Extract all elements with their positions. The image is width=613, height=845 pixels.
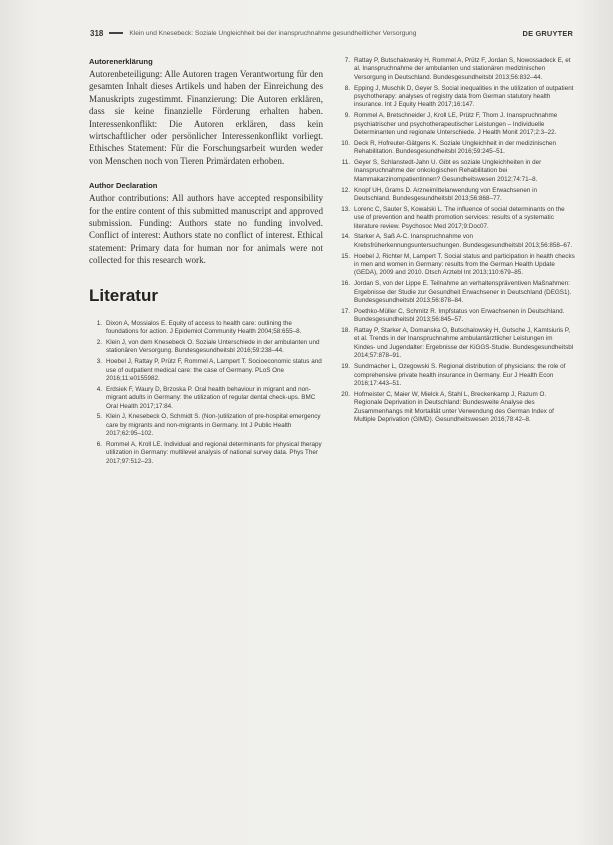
reference-item	[337, 308, 575, 325]
reference-number: 10.	[341, 139, 350, 147]
reference-text: Rattay P, Starker A, Domanska O, Butschalowsky H, Gutsche J, Kamtsiuris P, et al. Trends in der Inanspruchnahme ambulantärztlicher Leistungen im Kindes- und Jugendalter: Ergebnisse der KiGGS-Studie. Bundesgesundheitsbl 2014;57:878–91.	[354, 327, 574, 360]
autorenerklaerung-heading: Autorenerklärung	[89, 57, 153, 66]
reference-number: 5.	[96, 413, 102, 421]
publisher-logo: DE GRUYTER	[522, 28, 573, 38]
autorenerklaerung-text: Autorenbeteiligung: Alle Autoren tragen Verantwortung für den gesamten Inhalt dieses Artikels und haben der Einreichung des Manuskripts zugestimmt. Finanzierung: Die Autoren erklären, dass sie keine finanzielle Förderung erhalten haben. Interessenkonflikt: Die Autoren erklären, dass kein wirtschaftlicher oder persönlicher Interessenkonflikt vorliegt. Ethisches Statement: Für die Forschungsarbeit wurden weder von Menschen noch von Tieren Primärdaten erhoben.	[89, 69, 323, 166]
reference-item	[89, 386, 323, 411]
reference-text: Epping J, Muschik D, Geyer S. Social inequalities in the utilization of outpatient psychotherapy: analyses of registry data from German statutory health insurance. Int J Equity Health 2017;16:147.	[354, 84, 574, 109]
reference-number: 20.	[341, 390, 350, 398]
reference-item	[89, 320, 323, 337]
reference-number: 13.	[341, 205, 350, 213]
reference-item	[89, 441, 323, 466]
reference-text: Deck R, Hofreuter-Gätgens K. Soziale Ungleichheit in der medizinischen Rehabilitation. Bundesgesundheitsbl 2016;59:245–51.	[354, 139, 556, 156]
literatur-heading: Literatur	[89, 285, 158, 305]
reference-item	[89, 413, 323, 438]
reference-text: Klein J, von dem Knesebeck O. Soziale Unterschiede in der ambulanten und stationären Versorgung. Bundesgesundheitsbl 2016;59:238–44.	[106, 338, 320, 355]
reference-text: Dixon A, Mossialos E. Equity of access to health care: outlining the foundations for action. J Epidemiol Community Health 2004;58:655–8.	[106, 319, 302, 336]
reference-text: Rattay P, Butschalowsky H, Rommel A, Prütz F, Jordan S, Nowossadeck E, et al. Inanspruchnahme der ambulanten und stationären medizinischen Versorgung in Deutschland. Bundesgesundheitsbl 2013;56:832–44.	[354, 57, 571, 81]
reference-number: 11.	[341, 159, 350, 167]
reference-text: Hoebel J, Richter M, Lampert T. Social status and participation in health checks in men and women in Germany: results from the German Health Update (GEDA), 2009 and 2010. Dtsch Arztebl Int 2013;110:679–85.	[354, 252, 575, 277]
reference-number: 9.	[344, 112, 350, 120]
reference-text: Klein J, Knesebeck O, Schmidt S. (Non-)utilization of pre-hospital emergency care by migrants and non-migrants in Germany. Int J Public Health 2017;62:95–102.	[106, 413, 321, 438]
reference-number: 1.	[96, 319, 102, 327]
reference-item	[337, 280, 575, 305]
reference-text: Jordan S, von der Lippe E. Teilnahme an verhaltenspräventiven Maßnahmen: Ergebnisse der Studie zur Gesundheit Erwachsener in Deutschland (DEGS1). Bundesgesundheitsbl 2013;56:878–84.	[354, 280, 572, 305]
reference-number: 2.	[96, 338, 102, 346]
right-column	[337, 57, 575, 427]
reference-item	[89, 358, 323, 383]
declaration-heading: Author Declaration	[89, 181, 158, 191]
reference-number: 4.	[96, 385, 102, 393]
declaration-text: Author contributions: All authors have accepted responsibility for the entire content of this submitted manuscript and approved submission. Funding: Authors state no funding involved. Conflict of interest: Authors state no conflict of interest. Ethical statement: Primary data for human nor for animals were not collected for this research work.	[89, 193, 323, 266]
reference-number: 16.	[341, 280, 350, 288]
page-number: 318	[90, 28, 104, 38]
reference-text: Hoebel J, Rattay P, Prütz F, Rommel A, Lampert T. Socioeconomic status and use of outpatient medical care: the case of Germany. PLoS One 2016;11:e0155982.	[106, 358, 322, 382]
reference-number: 8.	[344, 84, 350, 92]
reference-item	[337, 57, 575, 82]
reference-item	[89, 339, 323, 356]
reference-item	[337, 112, 575, 137]
reference-item	[337, 206, 575, 231]
reference-item	[337, 391, 575, 425]
reference-item	[337, 187, 575, 204]
reference-number: 19.	[341, 363, 350, 371]
reference-item	[337, 253, 575, 278]
reference-item	[337, 363, 575, 388]
reference-list-left	[89, 320, 323, 466]
reference-item	[337, 85, 575, 110]
reference-text: Geyer S, Schlanstedt-Jahn U. Gibt es soziale Ungleichheiten in der Inanspruchnahme der onkologischen Rehabilitation bei Mammakarzinompatientinnen? Gesundheitswesen 2012;74:71–8.	[354, 159, 542, 183]
reference-text: Rommel A, Kroll LE. Individual and regional determinants for physical therapy utilization in Germany: multilevel analysis of national survey data. Phys Ther 2017;97:512–23.	[106, 440, 322, 465]
reference-text: Erdsiek F, Waury D, Brzoska P. Oral health behaviour in migrant and non-migrant adults in Germany: the utilization of regular dental check-ups. BMC Oral Health 2017;17:84.	[106, 385, 316, 410]
reference-text: Starker A, Saß A-C. Inanspruchnahme von Krebsfrüherkennungsuntersuchungen. Bundesgesundheitsbl 2013;56:858–67.	[354, 233, 573, 249]
reference-text: Poethko-Müller C, Schmitz R. Impfstatus von Erwachsenen in Deutschland. Bundesgesundheitsbl 2013;56:845–57.	[354, 307, 565, 324]
reference-text: Knopf UH, Grams D. Arzneimittelanwendung von Erwachsenen in Deutschland. Bundesgesundheitsbl 2013;56:868–77.	[354, 186, 538, 203]
reference-text: Rommel A, Bretschneider J, Kroll LE, Prütz F, Thom J. Inanspruchnahme psychiatrischer und psychotherapeutischer Leistungen – Individuelle Determinanten und regionale Unterschiede. J Health Monit 2017;2:3–22.	[354, 112, 558, 137]
reference-text: Lorenc C, Sauter S, Kowalski L. The influence of social determinants on the use of prevention and health promotion services: results of a systematic literature review. Psychosoc Med 2017;9:Doc07.	[354, 205, 565, 230]
reference-item	[337, 140, 575, 157]
reference-list-right	[337, 57, 575, 424]
reference-number: 6.	[96, 440, 102, 448]
running-title: Klein und Knesebeck: Soziale Ungleichheit bei der inanspruchnahme gesundheitlicher Versorgung	[129, 29, 417, 37]
reference-number: 15.	[341, 252, 350, 260]
left-column	[89, 57, 323, 469]
reference-number: 7.	[344, 57, 350, 64]
running-header	[90, 26, 573, 40]
reference-number: 12.	[341, 186, 350, 194]
reference-text: Hofmeister C, Maier W, Mielck A, Stahl L, Breckenkamp J, Razum O. Regionale Deprivation in Deutschland: Bundesweite Analyse des Zusammenhangs mit Mortalität unter Verwendung des German Index of Multiple Deprivation (GIMD). Gesundheitswesen 2016;78:42–8.	[354, 390, 554, 423]
reference-item	[337, 159, 575, 184]
header-rule	[109, 32, 123, 33]
reference-text: Sundmacher L, Ozegowski S. Regional distribution of physicians: the role of comprehensive private health insurance in Germany. Eur J Health Econ 2016;17:443–51.	[354, 363, 566, 387]
reference-number: 18.	[341, 327, 350, 335]
reference-item	[337, 327, 575, 361]
reference-number: 14.	[341, 233, 350, 241]
reference-number: 3.	[96, 358, 102, 366]
reference-number: 17.	[341, 307, 350, 315]
reference-item	[337, 233, 575, 250]
